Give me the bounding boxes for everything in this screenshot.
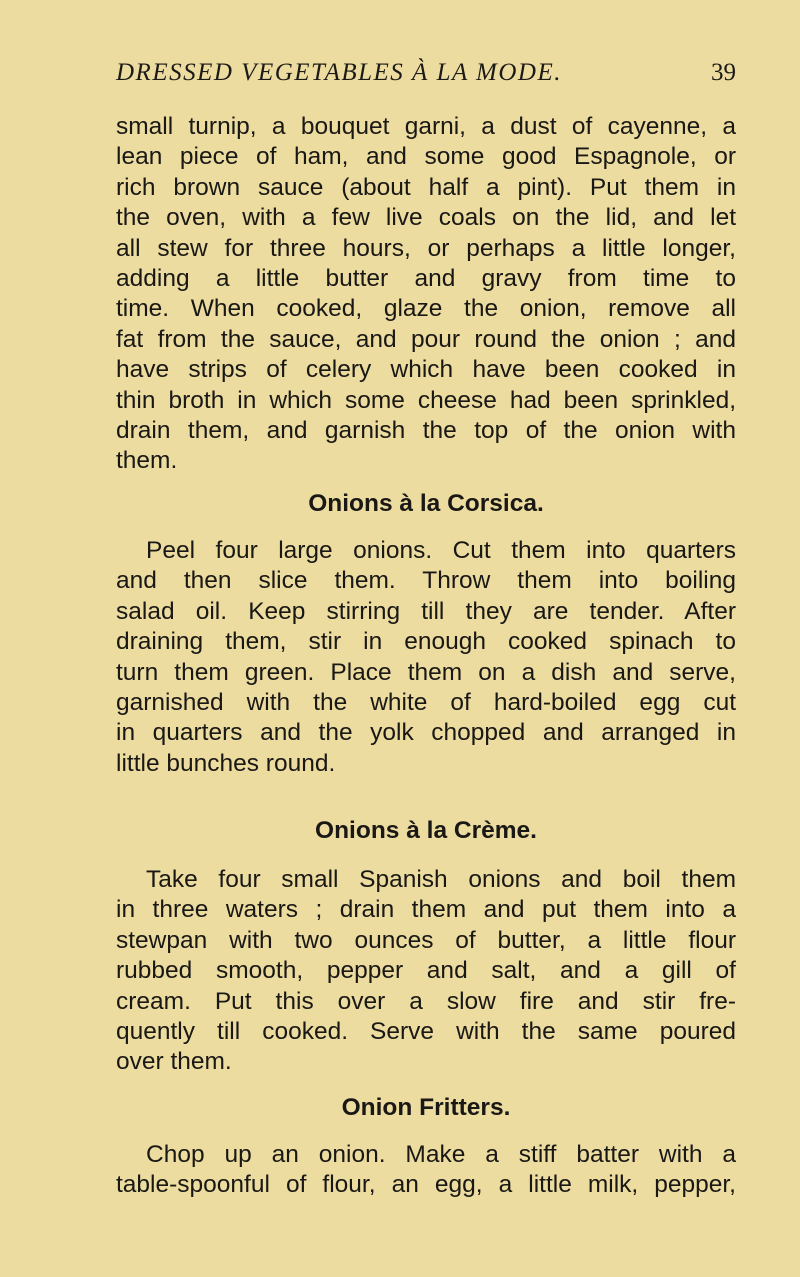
text-line: in three waters ; drain them and put them into a	[116, 896, 736, 924]
text-line: garnished with the white of hard-boiled egg cut	[116, 688, 736, 716]
text-line: them.	[116, 447, 178, 475]
text-line: fat from the sauce, and pour round the onion ; and	[116, 325, 736, 353]
text-line: salad oil. Keep stirring till they are tender. After	[116, 597, 736, 625]
text-line: have strips of celery which have been cooked in	[116, 356, 736, 384]
text-line: Peel four large onions. Cut them into quarters	[146, 537, 736, 564]
running-head	[116, 56, 736, 90]
text-line: Take four small Spanish onions and boil them	[146, 866, 736, 893]
text-line: adding a little butter and gravy from time to	[116, 264, 736, 292]
recipe-body	[116, 1140, 736, 1201]
recipe-body	[116, 536, 736, 779]
text-line: thin broth in which some cheese had been sprinkled,	[116, 386, 736, 414]
text-line: turn them green. Place them on a dish and serve,	[116, 658, 736, 686]
text-line: in quarters and the yolk chopped and arranged in	[116, 719, 736, 747]
text-line: quently till cooked. Serve with the same poured	[116, 1017, 736, 1045]
text-line: small turnip, a bouquet garni, a dust of cayenne, a	[116, 113, 736, 140]
text-line: the oven, with a few live coals on the lid, and let	[116, 204, 736, 232]
text-line: Chop up an onion. Make a stiff batter with a	[146, 1141, 736, 1168]
text-line: little bunches round.	[116, 749, 336, 777]
text-line: lean piece of ham, and some good Espagnole, or	[116, 143, 736, 171]
text-line: rubbed smooth, pepper and salt, and a gill of	[116, 957, 736, 985]
text-line: all stew for three hours, or perhaps a little longer,	[116, 234, 736, 262]
text-line: drain them, and garnish the top of the onion with	[116, 416, 736, 444]
running-title: DRESSED VEGETABLES À LA MODE.	[116, 59, 563, 86]
text-line: stewpan with two ounces of butter, a little flour	[116, 926, 736, 954]
recipe-title: Onions à la Crème.	[315, 817, 537, 844]
recipe-title: Onion Fritters.	[341, 1094, 511, 1121]
recipe-body	[116, 865, 736, 1078]
text-line: table-spoonful of flour, an egg, a little milk, pepper,	[116, 1171, 736, 1199]
recipe-title: Onions à la Corsica.	[308, 490, 544, 517]
text-line: time. When cooked, glaze the onion, remove all	[116, 295, 736, 323]
text-line: draining them, stir in enough cooked spinach to	[116, 628, 736, 656]
text-line: rich brown sauce (about half a pint). Put them in	[116, 173, 736, 201]
intro-paragraph	[116, 112, 736, 477]
page-number: 39	[711, 59, 736, 86]
text-line: over them.	[116, 1048, 232, 1076]
text-line: and then slice them. Throw them into boiling	[116, 567, 736, 595]
text-line: cream. Put this over a slow fire and stir fre-	[116, 987, 736, 1015]
